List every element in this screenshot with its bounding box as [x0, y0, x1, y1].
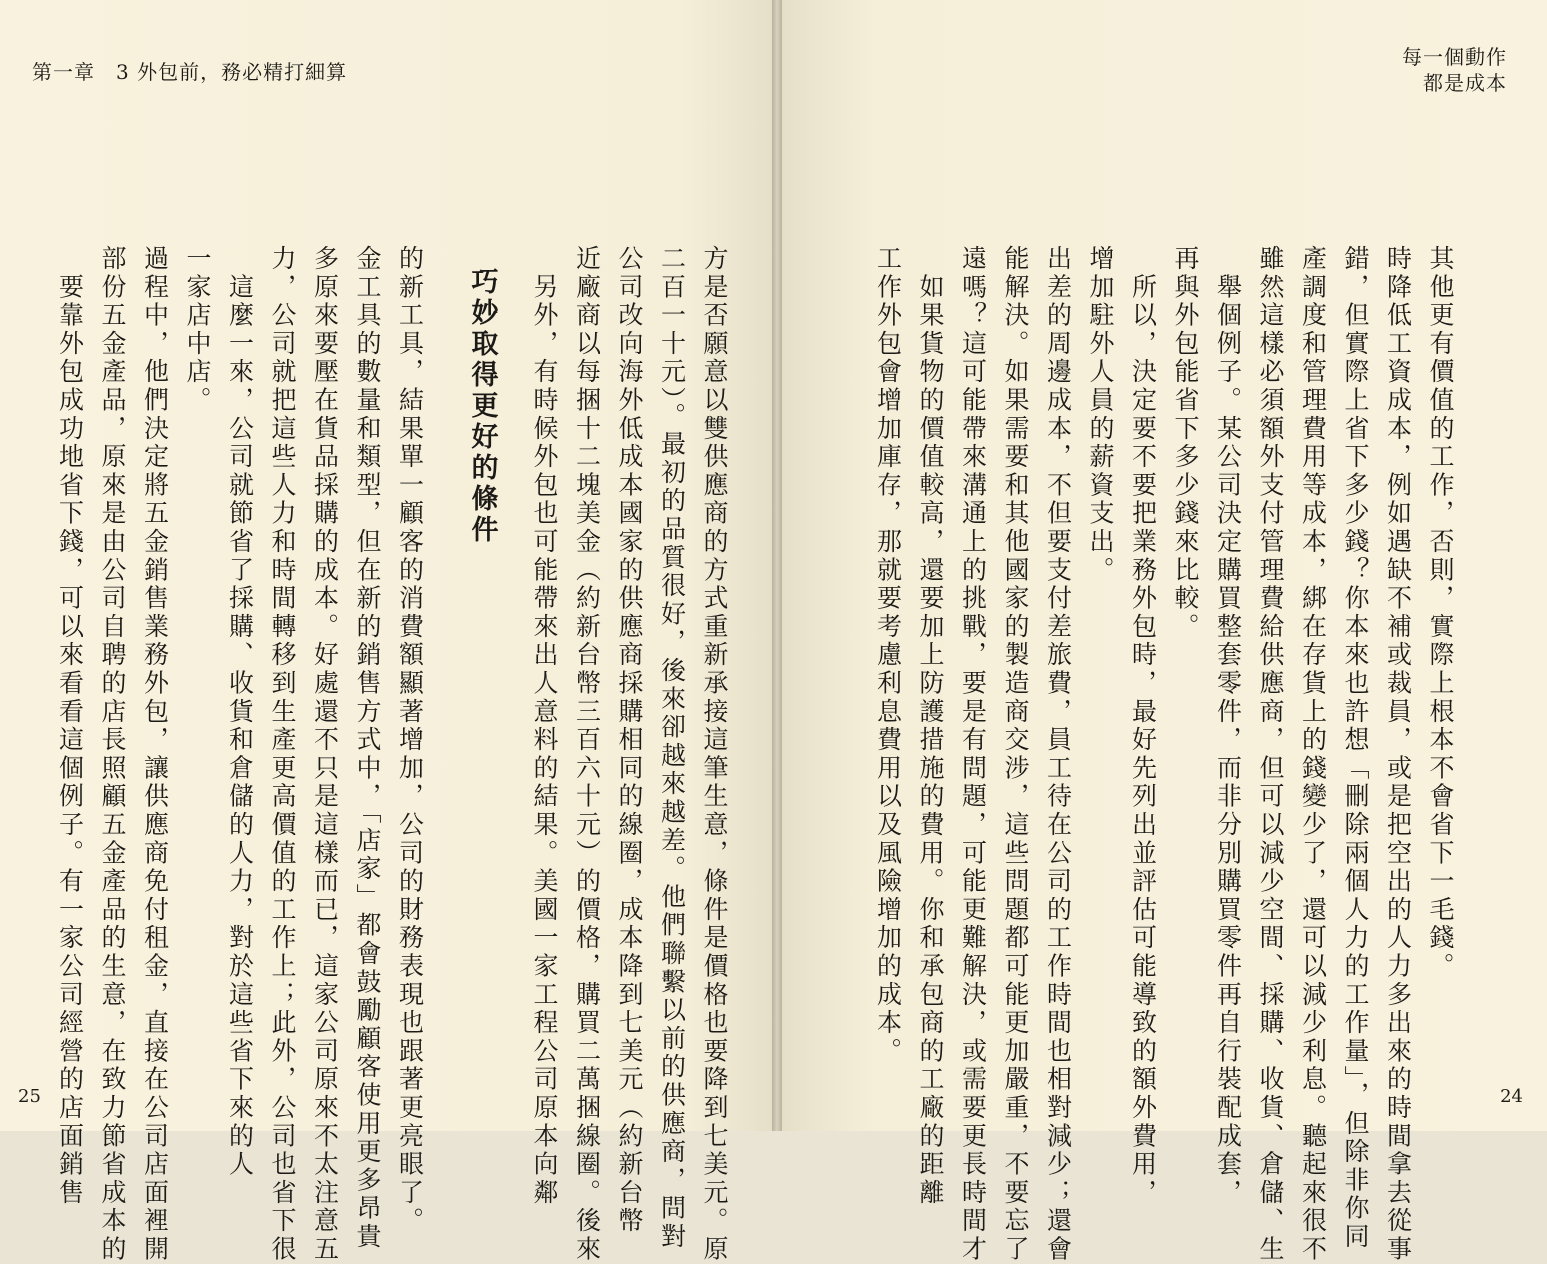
body-line: 多原來要壓在貨品採購的成本。好處還不只是這樣而已，這家公司原來不太注意五 [310, 245, 340, 1264]
page-number-left: 25 [18, 1086, 41, 1107]
running-header [1402, 44, 1507, 96]
chapter-header: 第一章 3 外包前，務必精打細算 [32, 60, 348, 84]
body-line: 時降低工資成本，例如遇缺不補或裁員，或是把空出的人力多出來的時間拿去從事 [1383, 245, 1413, 1264]
body-line: 這麼一來，公司就節省了採購、收貨和倉儲的人力，對於這些省下來的人 [225, 245, 255, 1179]
body-line: 錯，但實際上省下多少錢？你本來也許想「刪除兩個人力的工作量」，但除非你同 [1341, 245, 1370, 1252]
book-gutter [772, 0, 782, 1131]
page-number-right: 24 [1500, 1086, 1523, 1107]
running-header-line-2: 都是成本 [1423, 71, 1507, 95]
body-line: 其他更有價值的工作，否則，實際上根本不會省下一毛錢。 [1426, 245, 1455, 981]
body-line: 再與外包能省下多少錢來比較。 [1171, 245, 1200, 642]
body-line: 遠嗎？這可能帶來溝通上的挑戰，要是有問題，可能更難解決，或需要更長時間才 [958, 245, 988, 1264]
body-line: 出差的周邊成本，不但要支付差旅費，員工待在公司的工作時間也相對減少；還會 [1043, 245, 1073, 1264]
body-line: 二百一十元）。最初的品質很好，後來卻越來越差。他們聯繫以前的供應商，問對 [657, 245, 687, 1252]
right-page-body [866, 245, 1461, 1264]
body-line: 過程中，他們決定將五金銷售業務外包，讓供應商免付租金，直接在公司店面裡開 [140, 245, 170, 1264]
body-line: 近廠商以每捆十二塊美金（約新台幣三百六十元）的價格，購買二萬捆線圈。後來 [572, 245, 602, 1264]
body-line: 產調度和管理費用等成本，綁在存貨上的錢變少了，還可以減少利息。聽起來很不 [1298, 245, 1328, 1264]
body-line: 部份五金產品，原來是由公司自聘的店長照顧五金產品的生意，在致力節省成本的 [98, 245, 127, 1264]
body-line: 公司改向海外低成本國家的供應商採購相同的線圈，成本降到七美元（約新台幣 [615, 245, 644, 1236]
body-line: 要靠外包成功地省下錢，可以來看看這個例子。有一家公司經營的店面銷售 [55, 245, 85, 1208]
body-line: 工作外包會增加庫存，那就要考慮利息費用以及風險增加的成本。 [873, 245, 903, 1066]
body-line: 能解決。如果需要和其他國家的製造商交涉，這些問題都可能更加嚴重，不要忘了 [1001, 245, 1030, 1264]
body-line: 金工具的數量和類型，但在新的銷售方式中，「店家」都會鼓勵顧客使用更多昂貴 [353, 245, 382, 1252]
running-header-line-1: 每一個動作 [1402, 45, 1507, 69]
body-line: 方是否願意以雙供應商的方式重新承接這筆生意，條件是價格也要降到七美元。原 [700, 245, 729, 1264]
body-line: 的新工具，結果單一顧客的消費額顯著增加，公司的財務表現也跟著更亮眼了。 [395, 245, 425, 1236]
body-line: 增加駐外人員的薪資支出。 [1086, 245, 1115, 585]
body-line: 雖然這樣必須額外支付管理費給供應商，但可以減少空間、採購、收貨、倉儲、生 [1256, 245, 1285, 1264]
body-line: 所以，決定要不要把業務外包時，最好先列出並評估可能導致的額外費用， [1128, 245, 1158, 1208]
section-subheading: 巧妙取得更好的條件 [466, 267, 498, 546]
left-page-body [48, 245, 735, 1264]
body-line: 如果貨物的價值較高，還要加上防護措施的費用。你和承包商的工廠的距離 [916, 245, 945, 1208]
section-spacer [431, 245, 451, 1085]
body-line: 另外，有時候外包也可能帶來出人意料的結果。美國一家工程公司原本向鄰 [530, 245, 559, 1208]
section-spacer [503, 245, 523, 1085]
body-line: 舉個例子。某公司決定購買整套零件，而非分別購買零件再自行裝配成套， [1213, 245, 1243, 1208]
body-line: 一家店中店。 [183, 245, 212, 415]
body-line: 力，公司就把這些人力和時間轉移到生產更高價值的工作上；此外，公司也省下很 [268, 245, 297, 1264]
